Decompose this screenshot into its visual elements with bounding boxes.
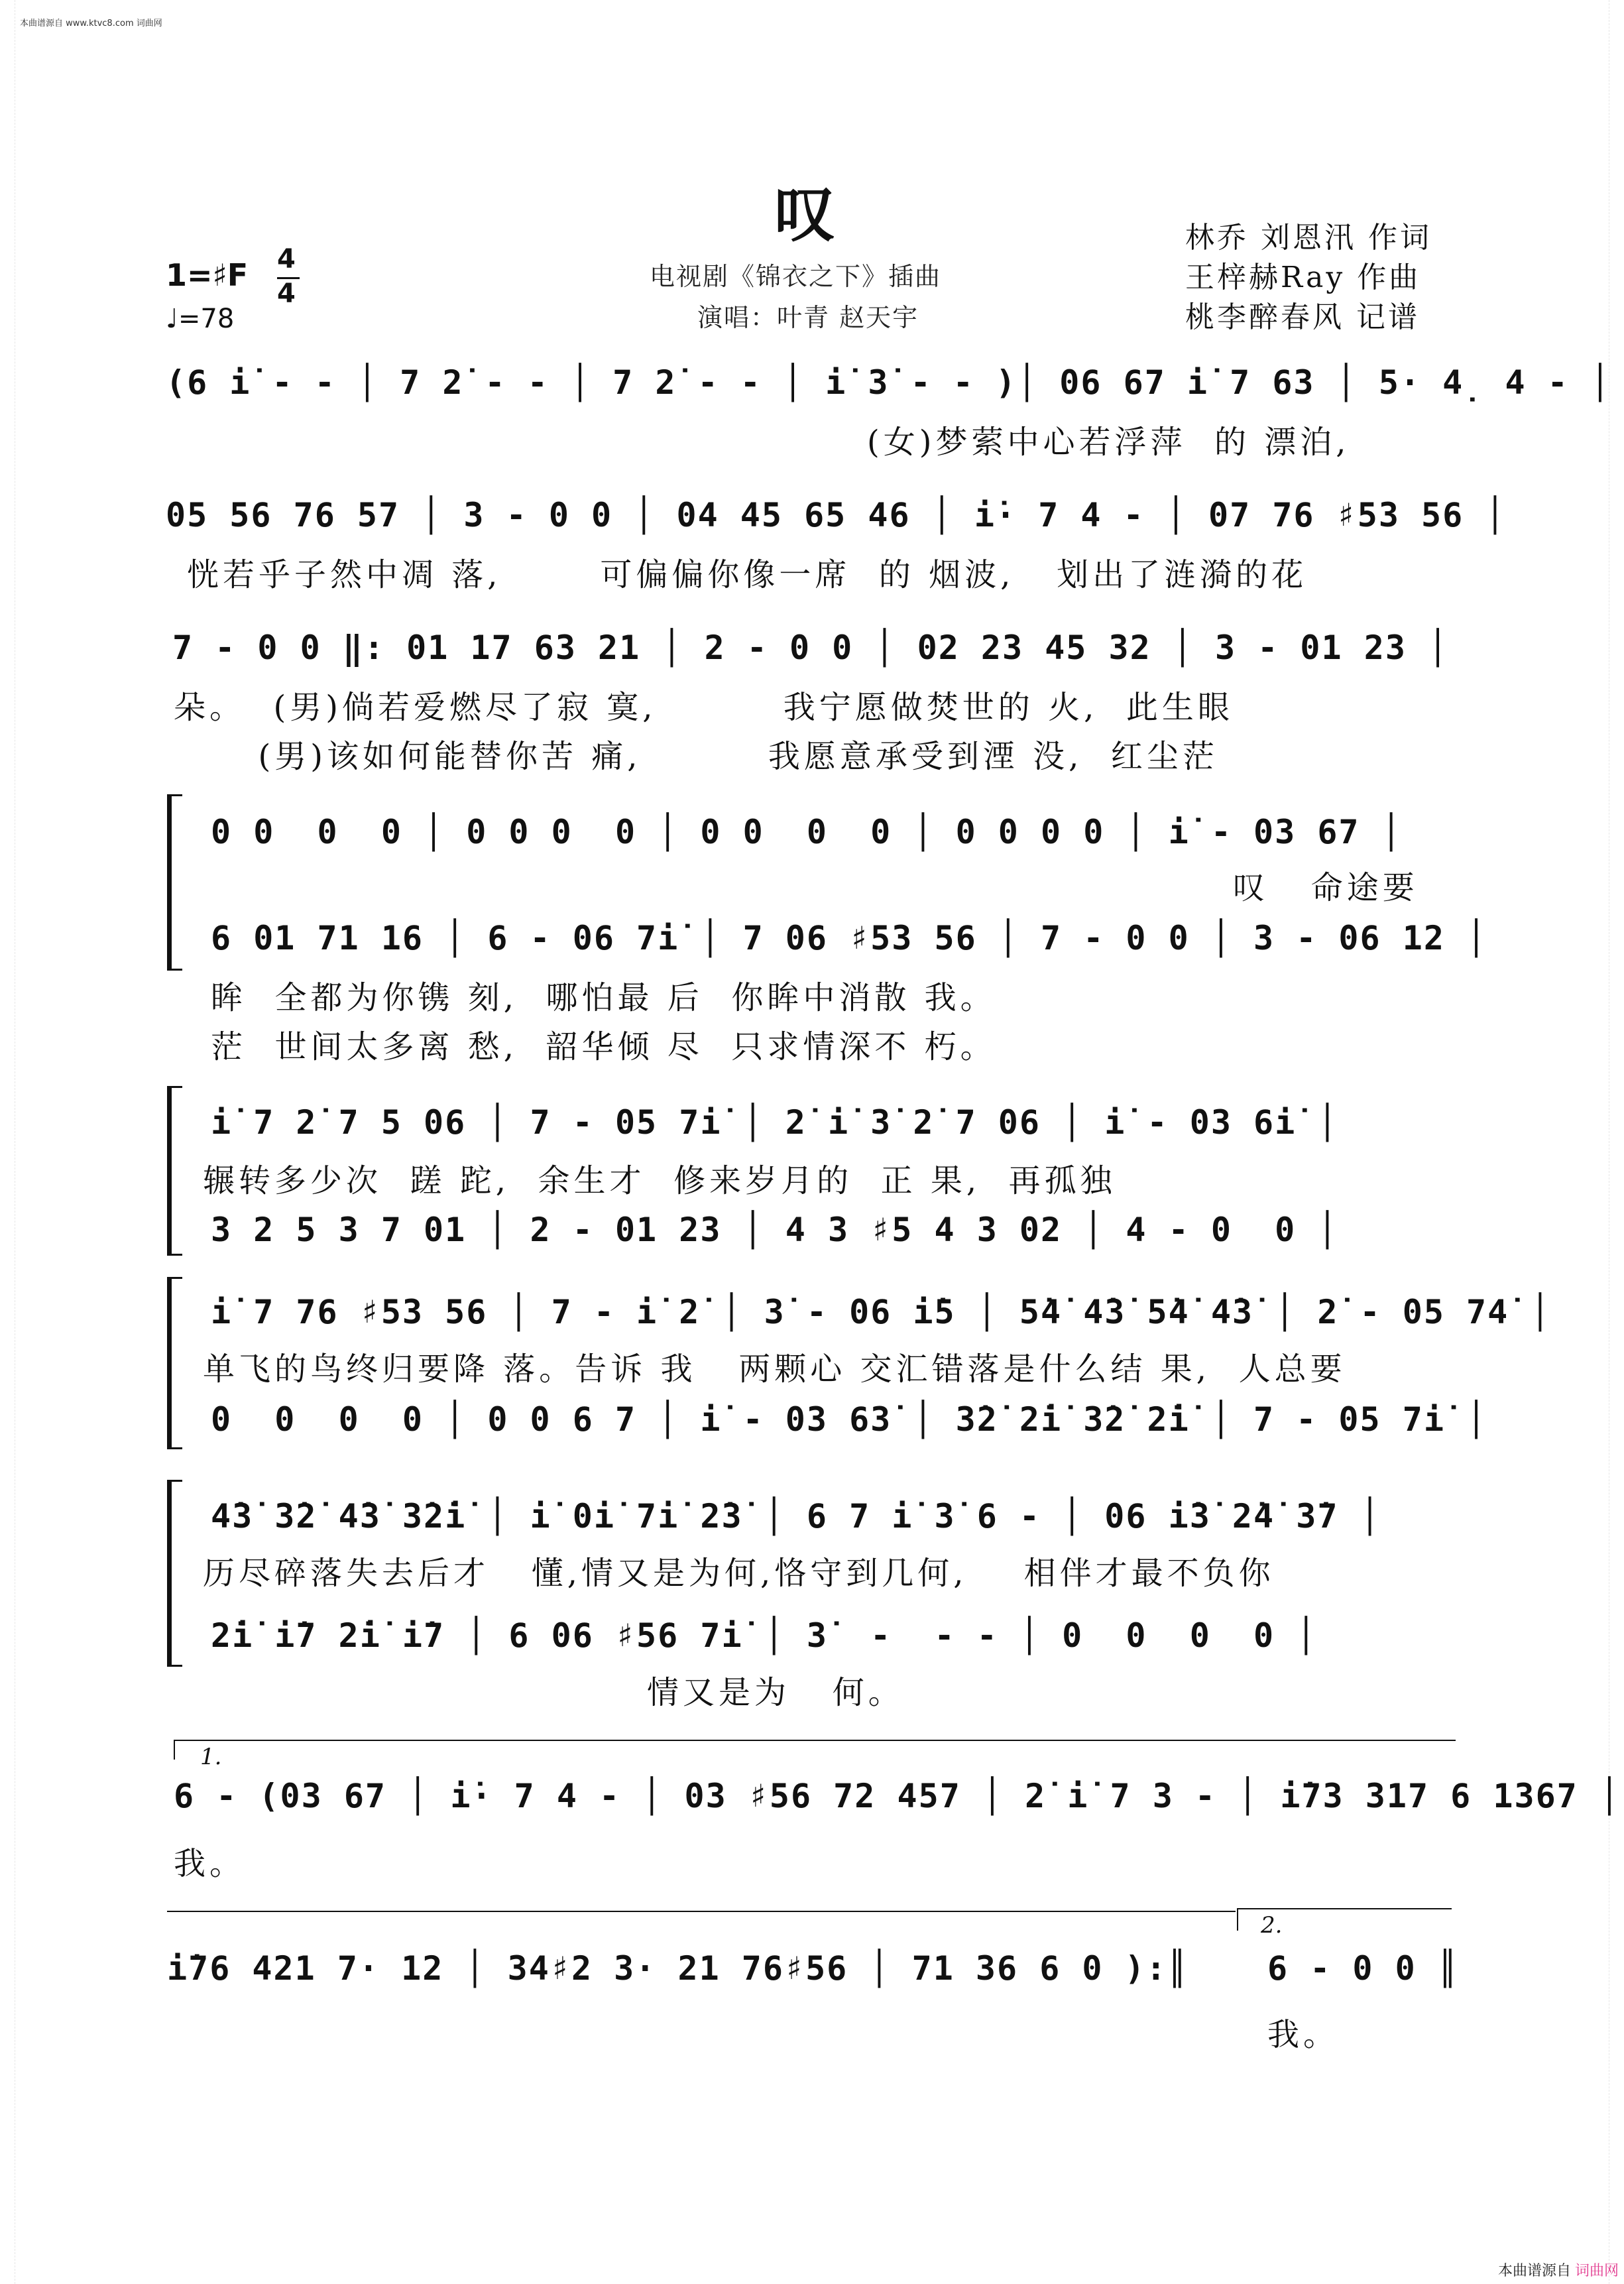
system-6-upper-notes: i̇ 7 76 ♯53 56 │ 7 - i̇ 2̇ │ 3̇ - 06 i̇5 │ 5̇4̇ 4̇3̇ 5̇4̇ 4̇3̇ │ 2̇ - 05 74̇ │ [211,1293,1552,1331]
system-1-lyrics: (女)梦萦中心若浮萍 的 漂泊, [867,424,1350,461]
system-9-notes: i̇76 421 7· 12 │ 34♯2 3· 21 76♯56 │ 71 36 6 0 ):║ [167,1949,1189,1988]
system-5-lower-notes: 3 2 5 3 7 01 │ 2 - 01 23 │ 4 3 ♯5 4 3 02 │ 4 - 0 0 │ [211,1211,1339,1249]
system-7-upper-lyric: 历尽碎落失去后才 懂,情又是为何,恪守到几何, 相伴才最不负你 [203,1555,1275,1592]
key-signature: 1=♯F [166,257,249,293]
transcriber-credit: 桃李醉春风 记谱 [1185,300,1420,334]
volta-2-line [1237,1908,1452,1909]
volta-2-number: 2. [1261,1912,1283,1939]
system-3-notes: 7 - 0 0 ‖: 01 17 63 21 │ 2 - 0 0 │ 02 23 45 32 │ 3 - 01 23 │ [172,629,1450,667]
left-watermark-strip [0,0,15,2284]
system-2-notes: 05 56 76 57 │ 3 - 0 0 │ 04 45 65 46 │ i̇· 7 4 - │ 07 76 ♯53 56 │ [166,496,1507,534]
volta-1-continuation-line [167,1911,1236,1912]
system-4-lyrics-verse2: 茫 世间太多离 愁, 韶华倾 尽 只求情深不 朽。 [211,1028,996,1065]
system-4-bracket [167,794,182,971]
system-6-upper-lyric: 单飞的鸟终归要降 落。告诉 我 两颗心 交汇错落是什么结 果, 人总要 [203,1351,1346,1388]
system-4-upper-notes: 0 0 0 0 │ 0 0 0 0 │ 0 0 0 0 │ 0 0 0 0 │ i̇ - 03 67 │ [211,813,1403,851]
song-title: 叹 [774,178,836,250]
system-7-bracket [167,1480,182,1667]
system-7-lower-notes: 2̇i̇ i̇7 2̇i̇ i̇7 │ 6 06 ♯56 7i̇ │ 3̇ - - - │ 0 0 0 0 │ [211,1616,1318,1655]
time-signature-bottom: 4 [277,278,296,309]
site-header-text: 本曲谱源自 www.ktvc8.com 词曲网 [20,19,162,29]
system-2-lyrics: 恍若乎子然中凋 落, 可偏偏你像一席 的 烟波, 划出了涟漪的花 [187,556,1308,593]
system-9-final-notes: 6 - 0 0 ║ [1267,1949,1459,1988]
system-8-lyric: 我。 [174,1845,246,1882]
right-watermark-strip [1609,0,1624,2284]
time-signature-top: 4 [277,244,296,274]
singers-line: 演唱：叶青 赵天宇 [697,303,919,332]
system-8-notes: 6 - (03 67 │ i̇· 7 4 - │ 03 ♯56 72 457 │ 2̇ i̇ 7 3 - │ i̇73 317 6 1367 │ [174,1777,1621,1815]
system-5-upper-lyric: 辗转多少次 蹉 跎, 余生才 修来岁月的 正 果, 再孤独 [203,1162,1116,1199]
volta-1-hook [174,1740,175,1760]
footer-brand [1498,2259,1619,2280]
lyricist-credit: 林乔 刘恩汛 作词 [1185,221,1432,255]
system-4-lyrics-verse1: 眸 全都为你镌 刻, 哪怕最 后 你眸中消散 我。 [211,979,996,1016]
system-5-upper-notes: i̇ 7 2̇ 7 5 06 │ 7 - 05 7i̇ │ 2̇ i̇ 3̇ 2̇ 7 06 │ i̇ - 03 6i̇ │ [211,1103,1339,1142]
volta-2-hook [1237,1908,1238,1931]
system-4-lower-notes: 6 01 71 16 │ 6 - 06 7i̇ │ 7 06 ♯53 56 │ 7 - 0 0 │ 3 - 06 12 │ [211,919,1488,957]
system-7-lower-lyric: 情又是为 何。 [647,1674,904,1711]
system-3-lyrics-verse1: 朵。 (男)倘若爱燃尽了寂 寞, 我宁愿做焚世的 火, 此生眼 [174,689,1234,726]
system-4-upper-lyric: 叹 命途要 [1233,869,1419,906]
composer-credit: 王梓赫Ray 作曲 [1185,261,1421,294]
volta-1-number: 1. [200,1744,222,1770]
system-6-bracket [167,1277,182,1449]
footer-brand-site: 词曲网 [1574,2263,1619,2279]
system-5-bracket [167,1086,182,1256]
footer-brand-source: 本曲谱源自 [1497,2263,1571,2279]
song-subtitle: 电视剧《锦衣之下》插曲 [650,262,942,291]
volta-1-line [174,1740,1456,1741]
system-6-lower-notes: 0 0 0 0 │ 0 0 6 7 │ i̇ - 03 63̇ │ 3̇2̇ 2̇i̇ 3̇2̇ 2̇i̇ │ 7 - 05 7i̇ │ [211,1400,1488,1439]
system-7-upper-notes: 4̇3̇ 3̇2̇ 4̇3̇ 3̇2̇i̇ │ i̇ 0i̇ 7i̇ 2̇3̇ │ 6 7 i̇ 3̇ 6 - │ 06 i̇3̇ 2̇4̇ 3̇7 │ [211,1497,1381,1535]
system-1-notes: (6 i̇ - - │ 7 2̇ - - │ 7 2̇ - - │ i̇ 3̇ - - )│ 06 67 i̇ 7 63 │ 5· 4̣ 4 - │ [166,363,1611,402]
system-9-final-lyric: 我。 [1267,2016,1340,2053]
tempo-marking: ♩=78 [166,304,235,334]
system-3-lyrics-verse2: (男)该如何能替你苦 痛, 我愿意承受到湮 没, 红尘茫 [174,738,1218,775]
